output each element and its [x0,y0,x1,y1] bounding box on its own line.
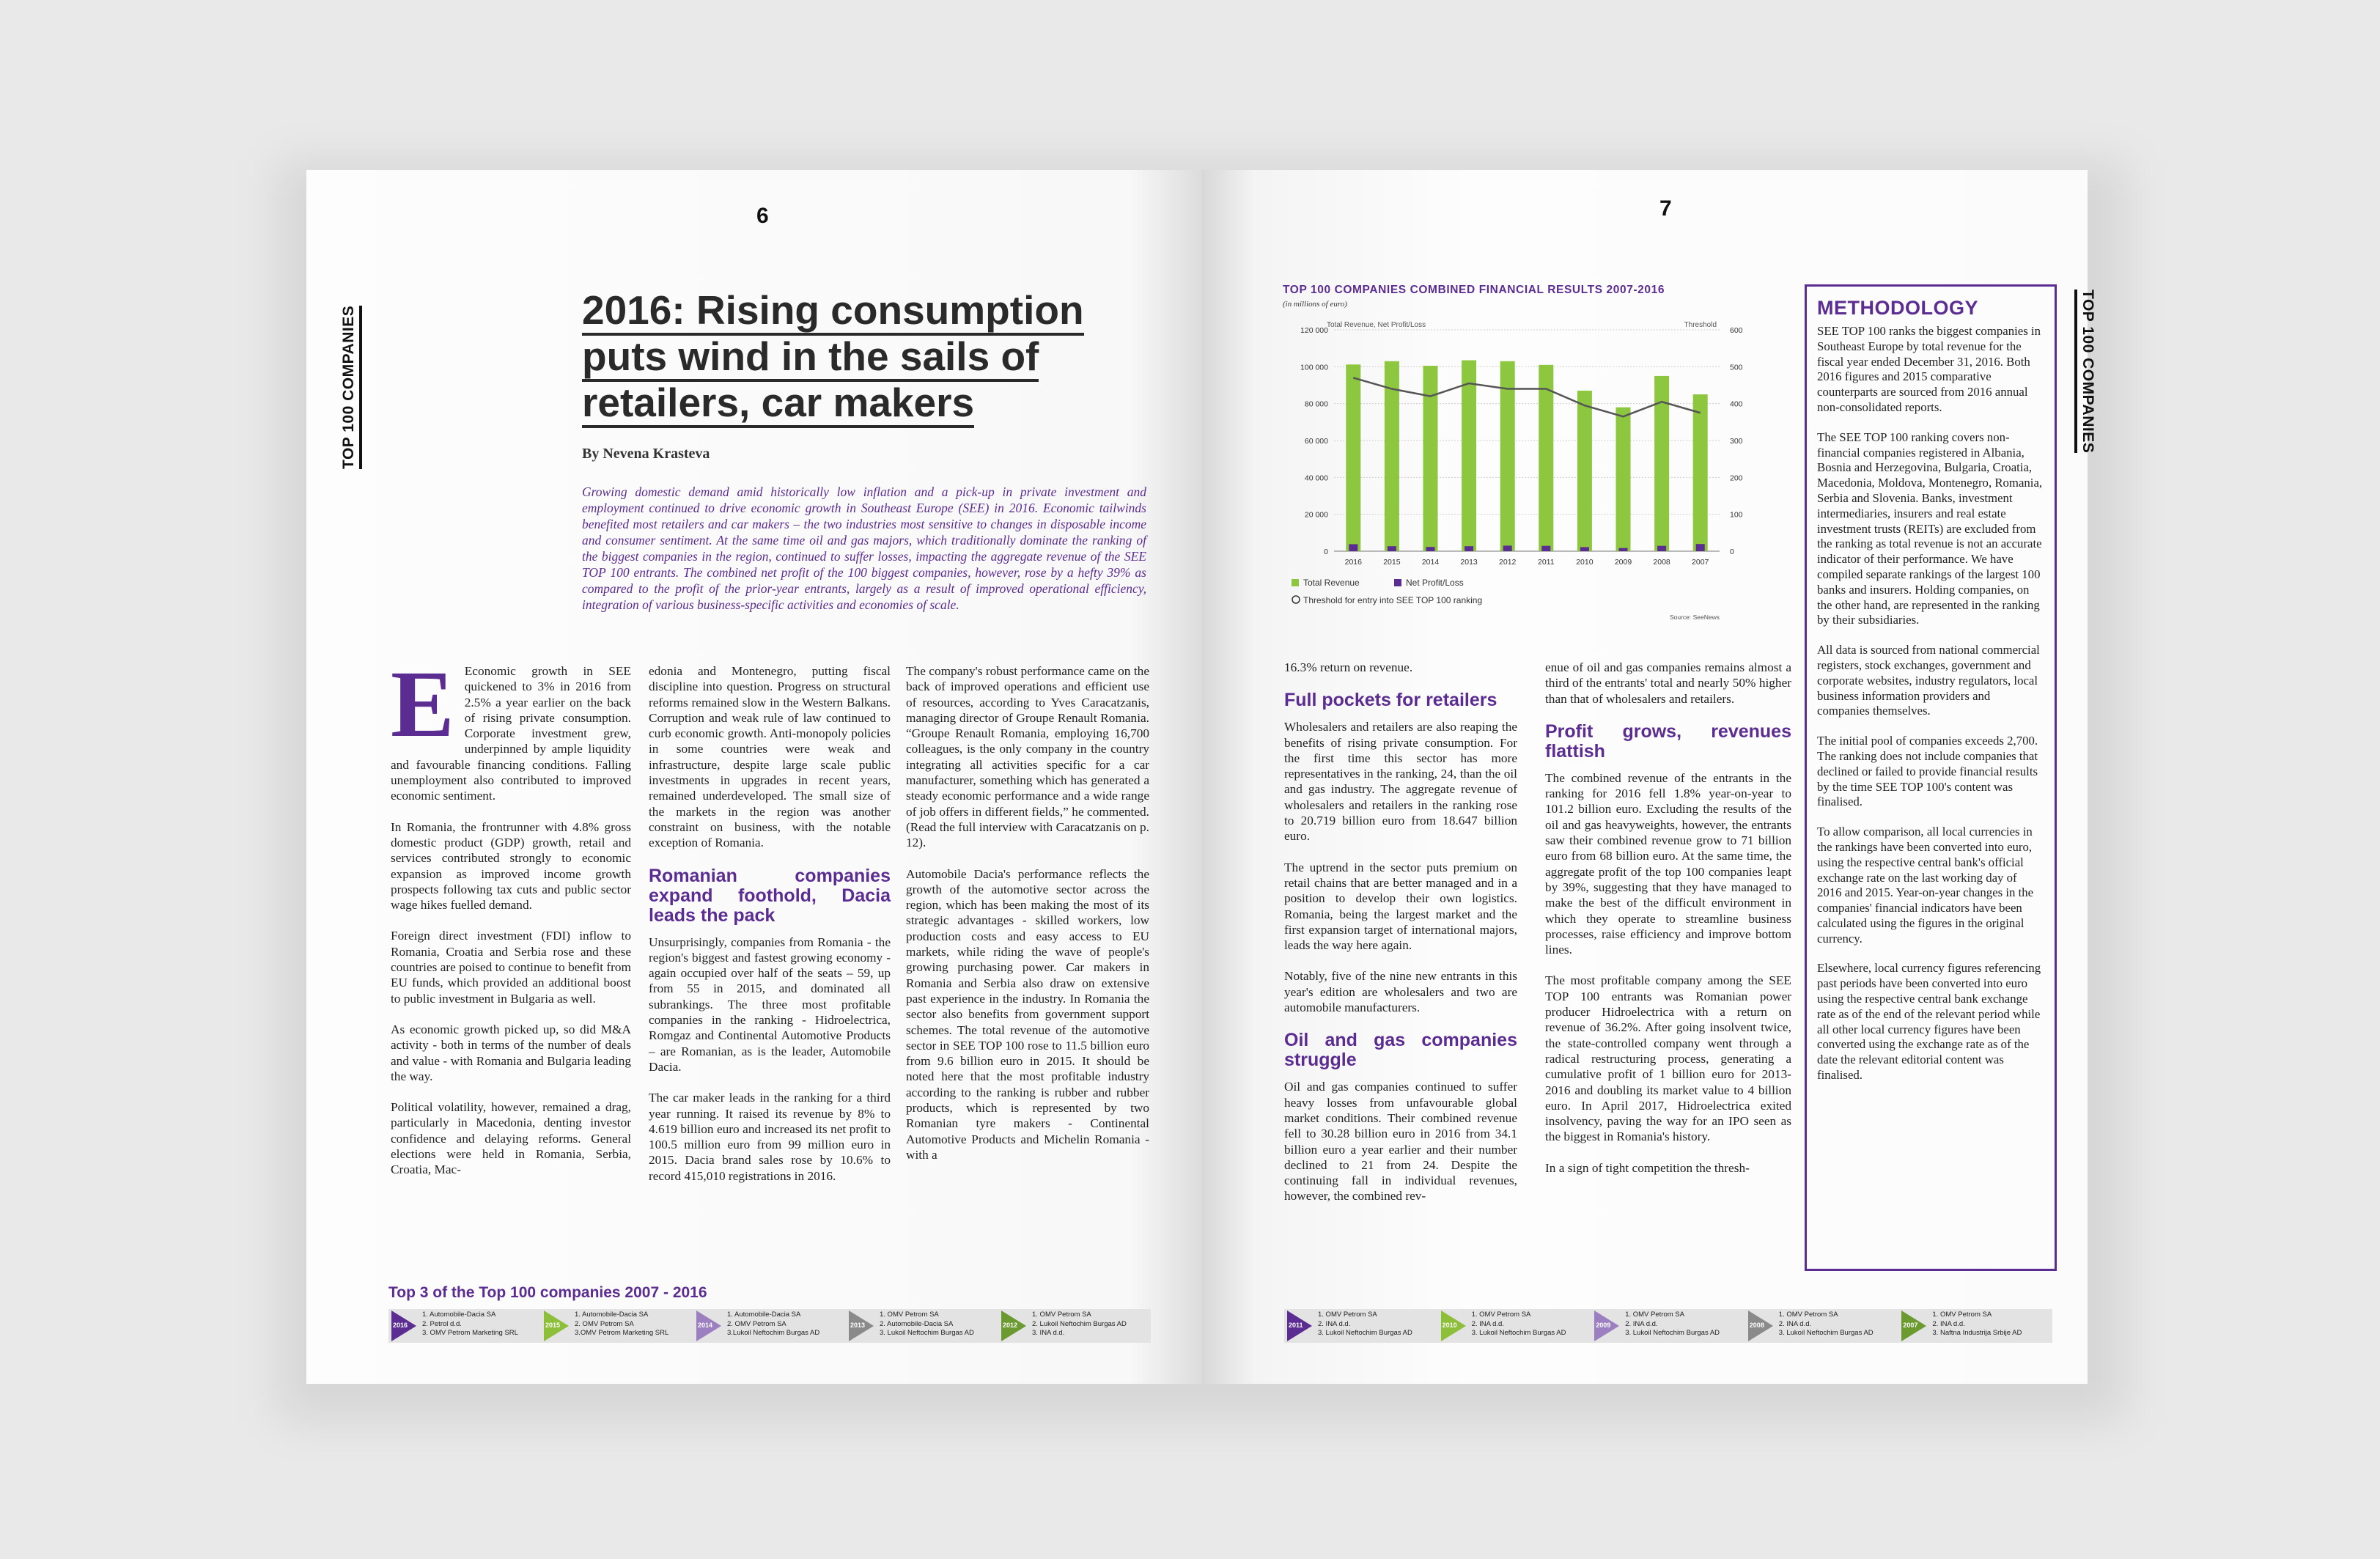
legend-threshold: Threshold for entry into SEE TOP 100 ranking [1303,595,1483,605]
top3-names: 1. Automobile-Dacia SA 2. OMV Petrom SA 3.Lukoil Neftochim Burgas AD [727,1311,820,1337]
headline-line-2: puts wind in the sails of [582,333,1039,382]
top3-names: 1. OMV Petrom SA 2. INA d.d. 3. Naftna Industrija Srbije AD [1932,1311,2022,1337]
top3-names: 1. OMV Petrom SA 2. INA d.d. 3. Lukoil Neftochim Burgas AD [1778,1311,1874,1337]
methodology-title: METHODOLOGY [1817,297,1978,319]
profit-bar [1349,544,1357,551]
article-column-1 [391,652,631,1193]
paragraph: Wholesalers and retailers are also reaping the benefits of rising private consumption. For the first time this sector has more representatives in the ranking, 24, than the oil and gas industry. The aggregate revenue of wholesalers and retailers in the ranking rose to 20.719 billion euro from 18.647 billion euro. [1284,720,1517,844]
y-tick-label: 80 000 [1304,399,1328,409]
top3-cell-2013 [849,1309,995,1343]
revenue-bar [1616,408,1631,551]
top3-cell-2010 [1441,1309,1589,1343]
methodology-paragraph: Elsewhere, local currency figures referencing past periods have been converted into euro using the respective central bank exchange rate as of the end of the relevant period while all other local currency figures have been converted using the exchange rate as of the date the relevant editorial content was finalised. [1817,961,2041,1083]
y-tick-label: 120 000 [1300,326,1328,335]
methodology-paragraph: SEE TOP 100 ranks the biggest companies in Southeast Europe by total revenue for the fiscal year ended December 31, 2016. Both 2016 figures and 2015 comparative counterparts are sourced from 2016 annual non-consolidated reports. [1817,324,2041,414]
top3-year: 2007 [1903,1322,1918,1329]
byline: By Nevena Krasteva [582,446,710,462]
paragraph: The most profitable company among the SEE TOP 100 entrants was Romanian power producer Hidroelectrica with a return on revenue of 36.2%. After going insolvent twice, the state-controlled company went through a radical restructuring process, generating a cumulative profit of 1 billion euro for 2013-2016 and doubling its market value to 4 billion euro. In April 2017, Hidroelectrica exited insolvency, paving the way for an IPO seen as the biggest in Romania's history. [1545,973,1791,1144]
headline-line-1: 2016: Rising consumption [582,287,1084,336]
right-axis-caption: Threshold [1684,321,1717,329]
y2-tick-label: 100 [1730,510,1743,520]
y-tick-label: 0 [1324,548,1328,556]
paragraph: Notably, five of the nine new entrants in this year's edition are wholesalers and two are automobile manufacturers. [1284,969,1517,1015]
y2-tick-label: 600 [1730,326,1743,335]
paragraph: Foreign direct investment (FDI) inflow to Romania, Croatia and Serbia rose and these countries are poised to continue to benefit from EU funds, which provided an additional boost to public investment in Bulgaria as well. [391,929,631,1006]
chart-svg [1281,279,1771,623]
top3-cell-2008 [1748,1309,1896,1343]
legend-swatch-threshold [1292,596,1300,603]
top3-names: 1. Automobile-Dacia SA 2. OMV Petrom SA 3.OMV Petrom Marketing SRL [575,1311,669,1337]
subhead-full-pockets: Full pockets for retailers [1284,690,1497,711]
y-tick-label: 100 000 [1300,363,1328,372]
methodology-paragraph: All data is sourced from national commercial registers, stock exchanges, government and corporate websites, industry regulators, local business information providers and companies themselves. [1817,643,2040,718]
methodology-paragraph: To allow comparison, all local currencies in the rankings have been converted into euro, using the respective central bank's official exchange rate on the last working day of 2016 and 2015. Year-on-year changes in the companies' financial indicators have been calculated using the figures in the original currency. [1817,825,2034,946]
top3-title: Top 3 of the Top 100 companies 2007 - 2016 [388,1284,707,1301]
headline-line-3: retailers, car makers [582,380,974,428]
profit-bar [1657,546,1666,551]
y2-tick-label: 500 [1730,363,1743,372]
section-label-right: TOP 100 COMPANIES [2074,290,2096,453]
paragraph: Economic growth in SEE quickened to 3% in 2016 from 2.5% a year earlier on the back of rising private consumption. Corporate investment grew, underpinned by ample liquidity and favourable financing conditions. Falling unemployment also contributed to improved economic sentiment. [391,664,631,803]
top3-year: 2009 [1596,1322,1611,1329]
financial-results-chart [1281,279,1771,623]
top3-year: 2010 [1442,1322,1457,1329]
page-number-left: 6 [756,204,769,228]
top3-year: 2012 [1003,1322,1018,1329]
chart-source: Source: SeeNews [1669,613,1720,621]
top3-cell-2014 [696,1309,843,1343]
top3-names: 1. OMV Petrom SA 2. Lukoil Neftochim Burgas AD 3. INA d.d. [1032,1311,1127,1337]
paragraph: The company's robust performance came on the back of improved operations and efficient use of resources, according to Yves Caracatzanis, managing director of Groupe Renault Romania. “Groupe Renault Romania, employing 16,700 colleagues, is the only company in the country integrating all activities specific for a car manufacturer, something which has generated a steady economic performance and a wide range of job offers in different fields,” he commented. (Read the full interview with Caracatzanis on p. 12). [906,664,1149,850]
x-tick-label: 2015 [1383,558,1401,567]
right-column-2 [1545,660,1791,1191]
subhead-romanian-companies: Romanian companies expand foothold, Dacia leads the pack [649,865,891,926]
legend-profit: Net Profit/Loss [1406,578,1464,588]
x-tick-label: 2014 [1421,558,1440,567]
methodology-paragraph: The SEE TOP 100 ranking covers non-financial companies registered in Albania, Bosnia and Herzegovina, Bulgaria, Croatia, Macedonia, Moldova, Montenegro, Romania, Serbia and Slovenia. Banks, investment intermediaries, insurers and real estate investment trusts (REITs) are excluded from the ranking as total revenue is not an accurate indicator of their performance. We have compiled separate rankings of the largest 100 banks and insurers. Holding companies, on the other hand, are represented in the ranking by their subsidiaries. [1817,430,2043,627]
x-tick-label: 2011 [1538,558,1555,567]
article-column-3 [906,663,1149,1178]
profit-bar [1503,545,1512,551]
profit-bar [1580,547,1589,551]
x-tick-label: 2007 [1692,558,1709,567]
paragraph: The car maker leads in the ranking for a third year running. It raised its revenue by 8% to 4.619 billion euro and increased its net profit to 100.5 million euro from 99 million euro in 2015. Dacia brand sales rose by 10.6% to record 415,010 registrations in 2016. [649,1091,891,1183]
chart-title: TOP 100 COMPANIES COMBINED FINANCIAL RESULTS 2007-2016 [1283,284,1665,296]
top3-cell-2015 [544,1309,690,1343]
profit-bar [1696,544,1705,551]
top3-cell-2009 [1594,1309,1742,1343]
paragraph: Political volatility, however, remained a drag, particularly in Macedonia, denting investor confidence and delaying reforms. General elections were held in Romania, Serbia, Croatia, Mac- [391,1100,631,1177]
paragraph: As economic growth picked up, so did M&A activity - both in terms of the number of deals and value - with Romania and Bulgaria leading the way. [391,1022,631,1083]
top3-cell-2011 [1287,1309,1435,1343]
y-tick-label: 20 000 [1304,510,1328,520]
right-column-1 [1284,660,1517,1220]
x-tick-label: 2010 [1576,558,1594,567]
subhead-profit-grows: Profit grows, revenues flattish [1545,720,1791,762]
paragraph: In a sign of tight competition the thresh- [1545,1160,1750,1175]
methodology-box [1805,284,2057,1271]
section-label-left: TOP 100 COMPANIES [340,306,362,469]
top3-strip-left [388,1309,1151,1343]
methodology-body [1817,324,2044,1083]
top3-names: 1. OMV Petrom SA 2. INA d.d. 3. Lukoil Neftochim Burgas AD [1471,1311,1566,1337]
legend-swatch-revenue [1292,579,1299,586]
top3-year: 2013 [850,1322,866,1329]
revenue-bar [1346,364,1360,551]
profit-bar [1619,548,1628,551]
top3-year: 2008 [1749,1322,1764,1329]
profit-bar [1465,546,1473,551]
paragraph: The combined revenue of the entrants in the ranking for 2016 fell 1.8% year-on-year to 101.2 billion euro. Excluding the results of the oil and gas heavyweights, however, the entrants saw their combined revenue grow to 71 billion euro from 68 billion euro. At the same time, the aggregate profit of the top 100 companies leapt by 39%, suggesting that they have managed to make the best of the difficult environment in which they operate to streamline business processes, raise efficiency and improve bottom lines. [1545,770,1791,957]
threshold-line [1353,377,1700,416]
article-column-2 [649,663,891,1199]
top3-cell-2007 [1901,1309,2049,1343]
paragraph: edonia and Montenegro, putting fiscal discipline into question. Progress on structural reforms remained slow in the Western Balkans. Corruption and weak rule of law continued to curb economic growth. Anti-monopoly policies in some countries were weak and infrastructure, despite large scale public investments in upgrades in recent years, remained underdeveloped. The small size of the markets in the region was another constraint on business, with the notable exception of Romania. [649,664,891,850]
methodology-paragraph: The initial pool of companies exceeds 2,700. The ranking does not include companies that declined or failed to provide financial results by the time SEE TOP 100's content was finalised. [1817,734,2038,809]
top3-strip-right [1284,1309,2052,1343]
top3-year: 2015 [545,1322,561,1329]
y2-tick-label: 0 [1730,548,1734,556]
x-tick-label: 2016 [1344,558,1362,567]
left-axis-caption: Total Revenue, Net Profit/Loss [1327,321,1426,329]
profit-bar [1426,547,1435,551]
legend-swatch-profit [1394,579,1401,586]
drop-cap: E [391,652,454,757]
x-tick-label: 2013 [1460,558,1478,567]
top3-names: 1. OMV Petrom SA 2. INA d.d. 3. Lukoil Neftochim Burgas AD [1625,1311,1720,1337]
subhead-oil-gas: Oil and gas companies struggle [1284,1030,1517,1071]
chart-subtitle: (in millions of euro) [1283,300,1347,309]
revenue-bar [1539,365,1553,551]
paragraph: In Romania, the frontrunner with 4.8% gross domestic product (GDP) growth, retail and services contributed strongly to economic expansion as improved income growth prospects following tax cuts and public sector wage hikes fuelled demand. [391,819,631,913]
page-number-right: 7 [1659,196,1672,221]
profit-bar [1388,546,1396,551]
top3-names: 1. OMV Petrom SA 2. INA d.d. 3. Lukoil Neftochim Burgas AD [1318,1311,1412,1337]
x-tick-label: 2012 [1499,558,1517,567]
paragraph: Unsurprisingly, companies from Romania - the region's biggest and fastest growing economy - again occupied over half of the seats – 59, up from 55 in 2015, and dominated all subrankings. The three most profitable companies in the ranking - Hidroelectrica, Romgaz and Continental Automotive Products – are Romanian, as is the leader, Automobile Dacia. [649,935,891,1074]
top3-cell-2012 [1001,1309,1148,1343]
top3-year: 2016 [393,1322,408,1329]
profit-bar [1541,546,1550,551]
paragraph: Oil and gas companies continued to suffer heavy losses from unfavourable global market conditions. Their combined revenue fell to 30.28 billion euro in 2016 from 34.1 billion euro a year earlier and their number declined to 21 from 24. Despite the continuing fall in individual revenues, however, the combined rev- [1284,1080,1517,1204]
y-tick-label: 60 000 [1304,437,1328,446]
top3-cell-2016 [391,1309,538,1343]
article-headline [582,287,1110,426]
top3-year: 2011 [1289,1322,1303,1329]
revenue-bar [1693,394,1708,551]
revenue-bar [1577,391,1592,551]
paragraph: The uptrend in the sector puts premium on retail chains that are better managed and in a position to develop their own logistics. Romania, being the largest market and the first expansion target of international majors, leads the way here again. [1284,860,1517,953]
paragraph: Automobile Dacia's performance reflects the growth of the automotive sector across the region, which has been making the most of its strategic advantages - skilled workers, low production costs and easy access to EU markets, while riding the wave of people's growing purchasing power. Car makers in Romania and Serbia also draw on extensive past experience in the industry. In Romania the sector also benefits from government support schemes. The total revenue of the automotive sector in SEE TOP 100 rose to 11.5 billion euro from 9.6 billion euro in 2015. It should be noted here that the most profitable industry according to the ranking is rubber and rubber products, which is represented by two Romanian tyre makers - Continental Automotive Products and Michelin Romania - with a [906,866,1149,1162]
y2-tick-label: 300 [1730,437,1743,446]
top3-year: 2014 [698,1322,713,1329]
top3-names: 1. Automobile-Dacia SA 2. Petrol d.d. 3. OMV Petrom Marketing SRL [422,1311,518,1337]
paragraph: enue of oil and gas companies remains almost a third of the entrants' total and nearly 50% higher than that of wholesalers and retailers. [1545,660,1791,706]
x-tick-label: 2008 [1653,558,1670,567]
y2-tick-label: 200 [1730,473,1743,483]
top3-names: 1. OMV Petrom SA 2. Automobile-Dacia SA 3. Lukoil Neftochim Burgas AD [880,1311,974,1337]
y-tick-label: 40 000 [1304,473,1328,483]
lede-paragraph: Growing domestic demand amid historically low inflation and a pick-up in private investment and employment continued to drive economic growth in Southeast Europe (SEE) in 2016. Economic tailwinds benefited most retailers and car makers – the two industries most sensitive to changes in disposable income and consumer sentiment. At the same time oil and gas majors, which traditionally dominate the ranking of the biggest companies in the region, continued to suffer losses, impacting the aggregate revenue of the SEE TOP 100 entrants. The combined net profit of the 100 biggest companies, however, rose by a hefty 39% as compared to the profit of the prior-year entrants, largely as a result of improved operational efficiency, integration of various business-specific activities and economies of scale. [582,484,1146,612]
legend-revenue: Total Revenue [1303,578,1360,588]
x-tick-label: 2009 [1614,558,1632,567]
y2-tick-label: 400 [1730,399,1743,409]
paragraph: 16.3% return on revenue. [1284,660,1413,674]
revenue-bar [1462,361,1476,551]
